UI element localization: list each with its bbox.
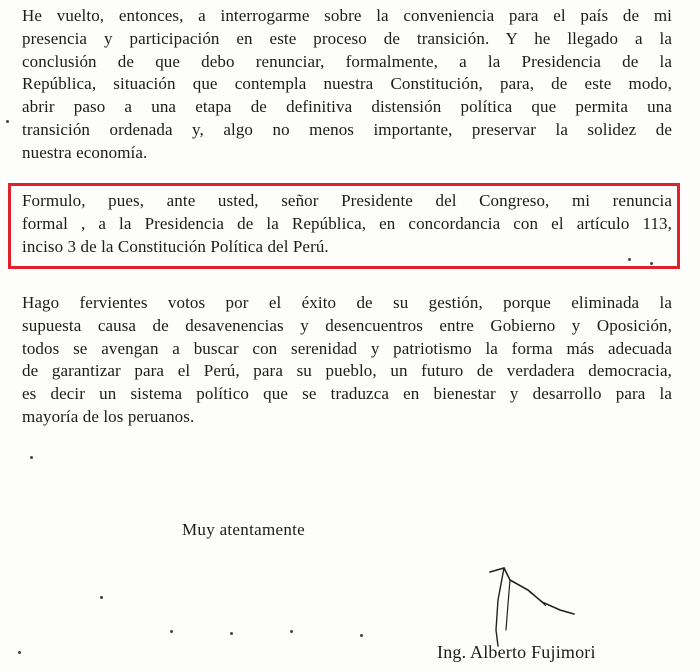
paragraph-1-line: presencia y participación en este proceso de transición. Y he llegado a la <box>22 28 672 48</box>
scan-speck <box>6 120 9 123</box>
paragraph-1-line: República, situación que contempla nuestra Constitución, para, de este modo, <box>22 74 672 94</box>
paragraph-2-resignation <box>22 190 672 258</box>
paragraph-3-line: de garantizar para el Perú, para su pueblo, un futuro de verdadera democracia, <box>22 361 672 381</box>
scan-speck <box>170 630 173 633</box>
signatory-name: Ing. Alberto Fujimori <box>437 642 596 662</box>
paragraph-2-line: formal , a la Presidencia de la República, en concordancia con el artículo 113, <box>22 213 672 233</box>
scan-speck <box>290 630 293 633</box>
paragraph-1-line: abrir paso a una etapa de definitiva distensión política que permita una <box>22 97 672 117</box>
paragraph-3-line: supuesta causa de desavenencias y desencuentros entre Gobierno y Oposición, <box>22 315 672 335</box>
paragraph-3-line: Hago fervientes votos por el éxito de su gestión, porque eliminada la <box>22 293 672 312</box>
paragraph-2-line: Formulo, pues, ante usted, señor Presidente del Congreso, mi renuncia <box>22 191 672 210</box>
scan-speck <box>360 634 363 637</box>
scan-speck <box>100 596 103 599</box>
paragraph-1-line: conclusión de que debo renunciar, formalmente, a la Presidencia de la <box>22 51 672 71</box>
paragraph-3-line: todos se avengan a buscar con serenidad y patriotismo la forma más adecuada <box>22 338 672 358</box>
paragraph-3-line: es decir un sistema político que se traduzca en bienestar y desarrollo para la <box>22 384 672 404</box>
paragraph-1-line: transición ordenada y, algo no menos importante, preservar la solidez de <box>22 119 672 139</box>
paragraph-1 <box>22 5 672 165</box>
paragraph-3 <box>22 292 672 429</box>
scan-speck <box>230 632 233 635</box>
paragraph-3-line: mayoría de los peruanos. <box>22 406 195 426</box>
paragraph-1-line: nuestra economía. <box>22 142 148 162</box>
scan-speck <box>650 262 653 265</box>
scan-speck <box>30 456 33 459</box>
paragraph-2-line: inciso 3 de la Constitución Política del Perú. <box>22 236 329 256</box>
scan-speck <box>628 258 631 261</box>
paragraph-1-line: He vuelto, entonces, a interrogarme sobre la conveniencia para el país de mi <box>22 6 672 25</box>
scan-speck <box>18 651 21 654</box>
handwritten-signature <box>470 560 580 650</box>
closing-salutation: Muy atentamente <box>182 520 305 539</box>
